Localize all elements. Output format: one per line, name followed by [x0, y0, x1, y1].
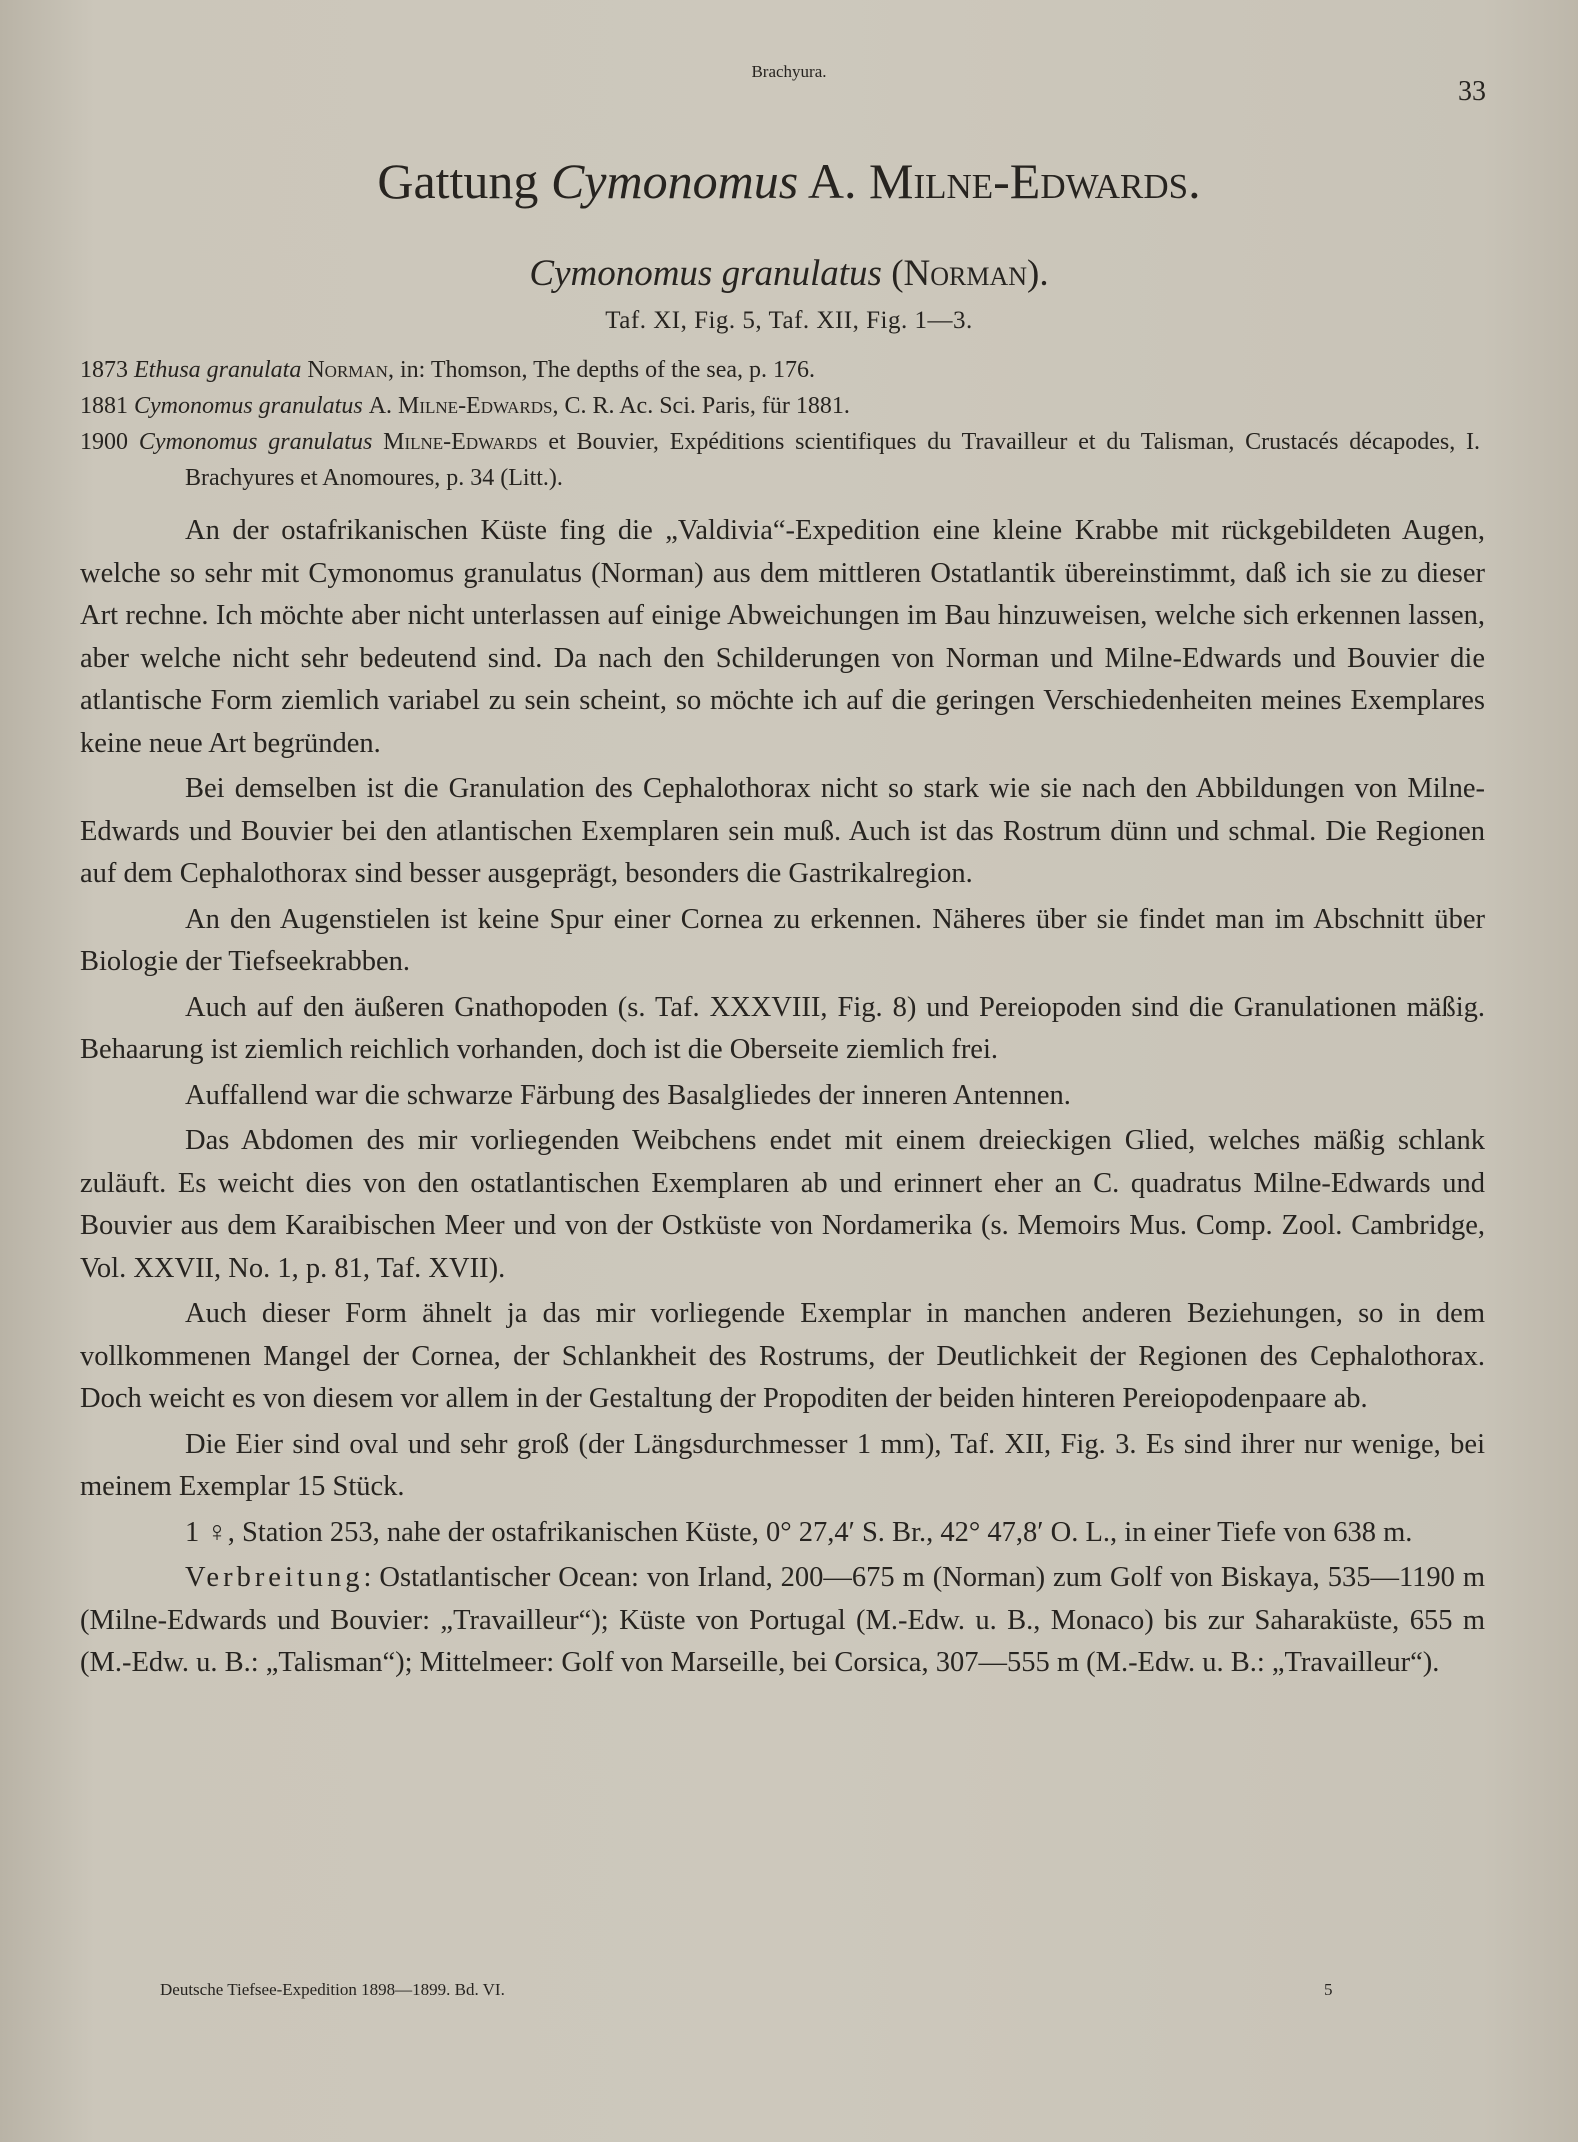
paragraph: Auch auf den äußeren Gnathopoden (s. Taf. XXXVIII, Fig. 8) und Pereiopoden sind die Granulationen mäßig. Behaarung ist ziemlich reichlich vorhanden, doch ist die Oberseite ziemlich frei.	[80, 991, 1485, 1065]
distribution-paragraph	[80, 1557, 1485, 1685]
genus-heading-prefix: Gattung	[377, 153, 551, 209]
species-author: (Norman).	[881, 253, 1049, 294]
synonymy-entry	[80, 424, 1480, 496]
species-plate-reference: Taf. XI, Fig. 5, Taf. XII, Fig. 1—3.	[605, 307, 973, 334]
distribution-text: : Ostatlantischer Ocean: von Irland, 200—675 m (Norman) zum Golf von Biskaya, 535—1190 m (Milne-Edwards und Bouvier: „Travailleur“); Küste von Portugal (M.-Edw. u. B., Monaco) bis zur Saharaküste, 655 m (M.-Edw. u. B.: „Talisman“); Mittelmeer: Golf von Marseille, bei Corsica, 307—555 m (M.-Edw. u. B.: „Travailleur“).	[80, 1562, 1485, 1678]
synonymy-taxon: Cymonomus granulatus	[138, 429, 373, 455]
paragraph: Auffallend war die schwarze Färbung des Basalgliedes der inneren Antennen.	[185, 1079, 1071, 1111]
synonymy-taxon: Ethusa granulata	[134, 357, 302, 383]
synonymy-author: Norman	[307, 357, 388, 383]
paragraph: An den Augenstielen ist keine Spur einer Cornea zu erkennen. Näheres über sie findet man im Abschnitt über Biologie der Tiefseekrabben.	[80, 903, 1485, 977]
synonymy-entry	[80, 352, 1480, 388]
species-name: Cymonomus granulatus	[529, 253, 882, 294]
paragraph: 1 ♀, Station 253, nahe der ostafrikanischen Küste, 0° 27,4′ S. Br., 42° 47,8′ O. L., in einer Tiefe von 638 m.	[185, 1516, 1413, 1548]
synonymy-author: Milne-Edwards	[383, 429, 538, 455]
synonymy-taxon: Cymonomus granulatus	[134, 393, 363, 419]
genus-name: Cymonomus	[550, 153, 799, 209]
genus-author: A. Milne-Edwards.	[798, 153, 1201, 209]
synonymy-year: 1873	[80, 357, 128, 383]
running-head: Brachyura.	[751, 62, 827, 81]
paragraph: Das Abdomen des mir vorliegenden Weibchens endet mit einem dreieckigen Glied, welches mäßig schlank zuläuft. Es weicht dies von den ostatlantischen Exemplaren ab und erinnert eher an C. quadratus Milne-Edwards und Bouvier aus dem Karaibischen Meer und von der Ostküste von Nordamerika (s. Memoirs Mus. Comp. Zool. Cambridge, Vol. XXVII, No. 1, p. 81, Taf. XVII).	[80, 1125, 1485, 1284]
synonymy-list	[80, 352, 1480, 496]
page-number: 33	[1458, 76, 1486, 107]
synonymy-citation: , in: Thomson, The depths of the sea, p. 176.	[387, 357, 816, 383]
synonymy-year: 1900	[80, 429, 128, 455]
synonymy-year: 1881	[80, 393, 128, 419]
synonymy-citation: , C. R. Ac. Sci. Paris, für 1881.	[552, 393, 850, 419]
paragraph: An der ostafrikanischen Küste fing die „Valdivia“-Expedition eine kleine Krabbe mit rückgebildeten Augen, welche so sehr mit Cymonomus granulatus (Norman) aus dem mittleren Ostatlantik übereinstimmt, daß ich sie zu dieser Art rechne. Ich möchte aber nicht unterlassen auf einige Abweichungen im Bau hinzuweisen, welche sich erkennen lassen, aber welche nicht sehr bedeutend sind. Da nach den Schilderungen von Norman und Milne-Edwards und Bouvier die atlantische Form ziemlich variabel zu sein scheint, so möchte ich auf die geringen Verschiedenheiten meines Exemplares keine neue Art begründen.	[80, 515, 1485, 759]
body-text	[80, 510, 1485, 1688]
paragraph: Bei demselben ist die Granulation des Cephalothorax nicht so stark wie sie nach den Abbildungen von Milne-Edwards und Bouvier bei den atlantischen Exemplaren sein muß. Auch ist das Rostrum dünn und schmal. Die Regionen auf dem Cephalothorax sind besser ausgeprägt, besonders die Gastrikalregion.	[80, 773, 1485, 889]
paragraph: Die Eier sind oval und sehr groß (der Längsdurchmesser 1 mm), Taf. XII, Fig. 3. Es sind ihrer nur wenige, bei meinem Exemplar 15 Stück.	[80, 1428, 1485, 1502]
footer-sheet-number: 5	[1324, 1980, 1333, 1999]
synonymy-author: A. Milne-Edwards	[368, 393, 553, 419]
distribution-label: Verbreitung	[185, 1562, 364, 1593]
paragraph: Auch dieser Form ähnelt ja das mir vorliegende Exemplar in manchen anderen Beziehungen, so in dem vollkommenen Mangel der Cornea, der Schlankheit des Rostrums, der Deutlichkeit der Regionen des Cephalothorax. Doch weicht es von diesem vor allem in der Gestaltung der Propoditen der beiden hinteren Pereiopodenpaare ab.	[80, 1298, 1485, 1414]
footer-series-title: Deutsche Tiefsee-Expedition 1898—1899. Bd. VI.	[160, 1980, 505, 1999]
synonymy-entry	[80, 388, 1480, 424]
synonymy-citation: et Bouvier, Expéditions scientifiques du Travailleur et du Talisman, Crustacés décapodes, I. Brachyures et Anomoures, p. 34 (Litt.).	[185, 429, 1481, 491]
species-heading	[0, 252, 1578, 295]
genus-heading	[0, 152, 1578, 210]
